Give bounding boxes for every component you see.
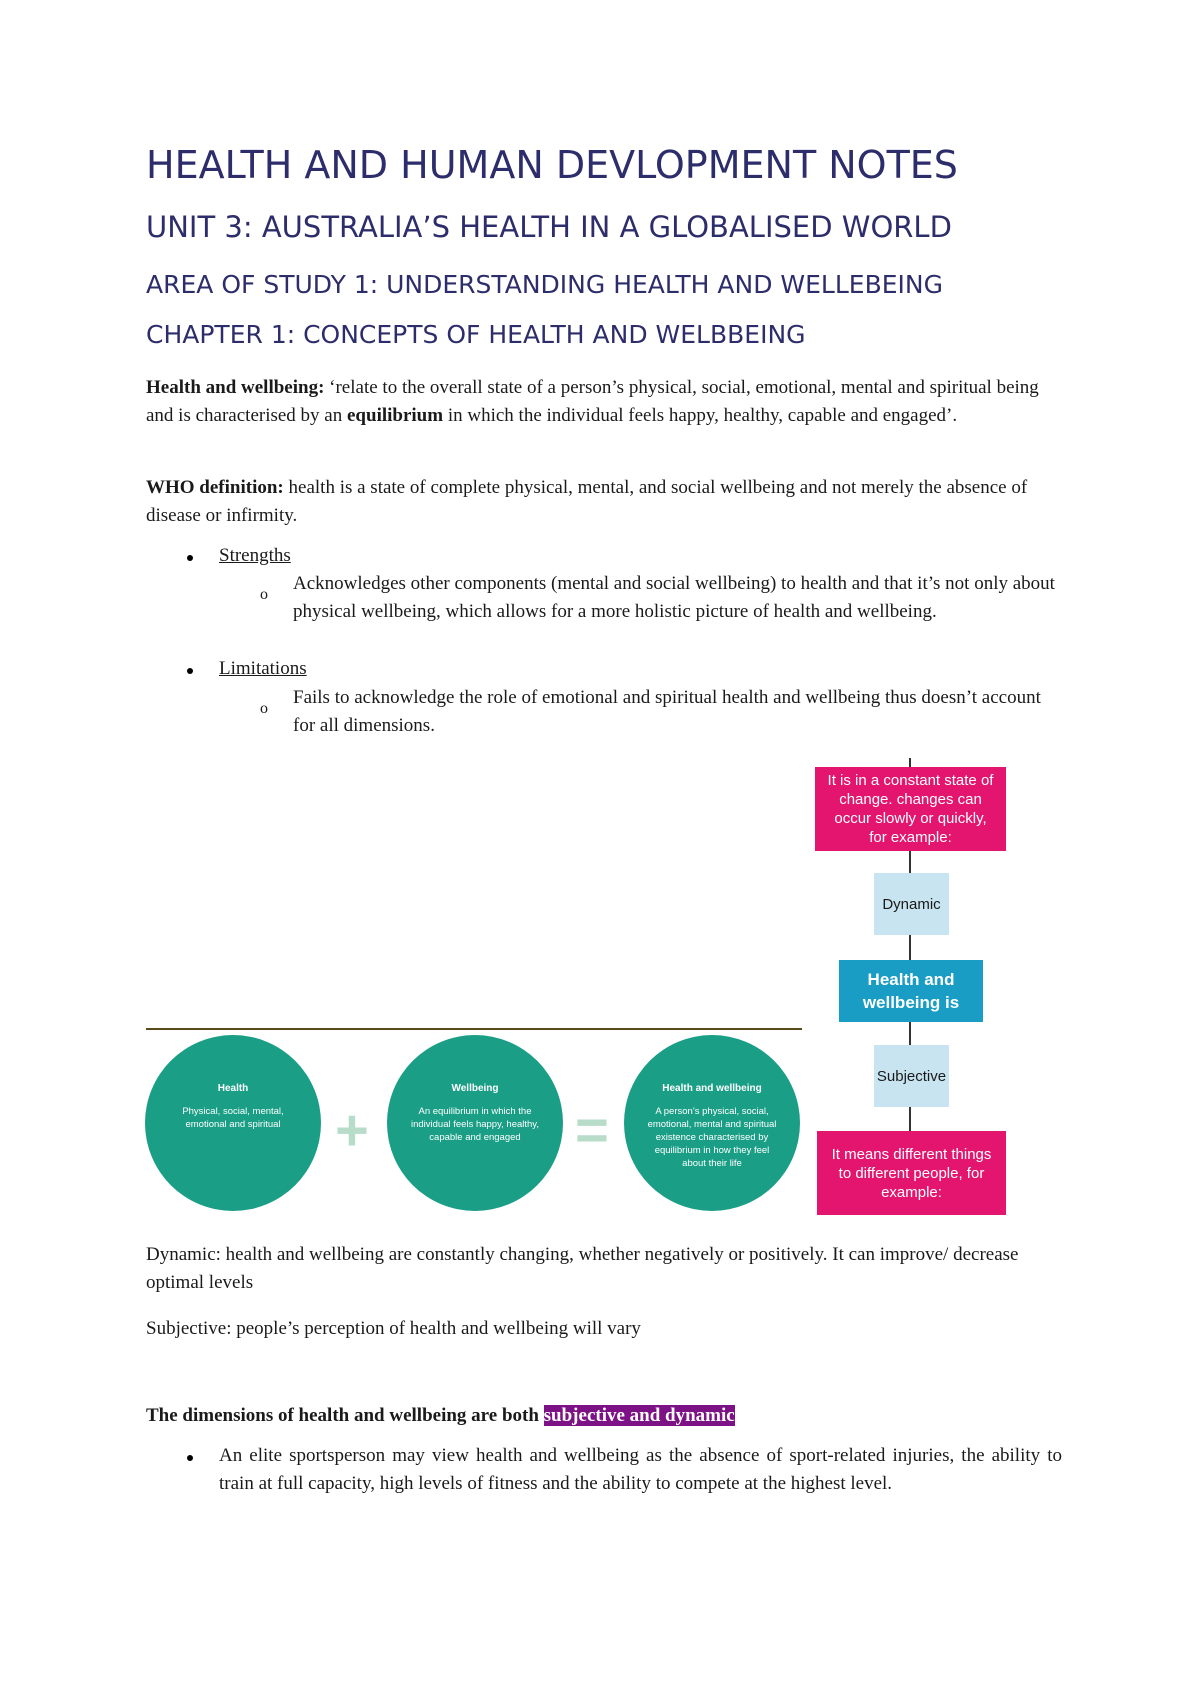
sub-bullet-marker: o [260, 700, 268, 717]
strengths-label: Strengths [219, 545, 291, 566]
subjective-note: Subjective: people’s perception of health and wellbeing will vary [146, 1318, 641, 1339]
who-text: health is a state of complete physical, mental, and social wellbeing and not merely the absence of disease or infirmity. [146, 477, 1028, 526]
definition-bold-word: equilibrium [347, 405, 444, 426]
dimensions-statement [146, 1402, 1060, 1430]
definition-paragraph [146, 374, 1060, 430]
highlighted-phrase: subjective and dynamic [543, 1405, 735, 1426]
subjective-box: Subjective [874, 1045, 949, 1107]
divider-line [146, 1028, 802, 1030]
health-and-wellbeing-circle-description: A person’s physical, social, emotional, mental and spiritual existence characterised by equilibrium in how they feel about their life [647, 1106, 777, 1169]
document-title: HEALTH AND HUMAN DEVLOPMENT NOTES [146, 143, 958, 187]
who-term: WHO definition: [146, 477, 284, 498]
dimensions-text: The dimensions of health and wellbeing are both [146, 1405, 544, 1426]
definition-text-after: in which the individual feels happy, healthy, capable and engaged’. [443, 405, 958, 426]
area-of-study-heading: AREA OF STUDY 1: UNDERSTANDING HEALTH AND WELLEBEING [146, 270, 943, 299]
health-circle-description: Physical, social, mental, emotional and spiritual [182, 1106, 284, 1130]
unit-heading: UNIT 3: AUSTRALIA’S HEALTH IN A GLOBALISED WORLD [146, 210, 952, 244]
health-circle [145, 1035, 321, 1211]
chapter-heading: CHAPTER 1: CONCEPTS OF HEALTH AND WELBBEING [146, 320, 806, 349]
strengths-text: Acknowledges other components (mental and social wellbeing) to health and that it’s not only about physical wellbeing, which allows for a more holistic picture of health and wellbeing. [293, 573, 1055, 622]
limitations-label: Limitations [219, 658, 307, 679]
health-and-wellbeing-circle-title: Health and wellbeing [662, 1083, 762, 1094]
wellbeing-circle [387, 1035, 563, 1211]
wellbeing-circle-description: An equilibrium in which the individual feels happy, healthy, capable and engaged [411, 1106, 539, 1143]
health-circle-title: Health [217, 1083, 249, 1094]
subjective-explanation-box: It means different things to different people, for example: [817, 1131, 1006, 1215]
bullet-dot [187, 555, 193, 561]
dynamic-note: Dynamic: health and wellbeing are constantly changing, whether negatively or positively. It can improve/ decrease optimal levels [146, 1244, 1019, 1293]
definition-text-before: ‘relate to the overall state of a person’s physical, social, emotional, mental and spiritual being and is characterised by an [146, 377, 1039, 426]
bullet-dot [187, 668, 193, 674]
equals-sign: = [575, 1098, 609, 1163]
health-and-wellbeing-circle [624, 1035, 800, 1211]
dynamic-box: Dynamic [874, 873, 949, 935]
bullet-dot [187, 1455, 193, 1461]
plus-sign: + [335, 1098, 369, 1163]
definition-term: Health and wellbeing: [146, 377, 325, 398]
example-bullet-text: An elite sportsperson may view health and wellbeing as the absence of sport-related injuries, the ability to train at full capacity, high levels of fitness and the ability to compete at the highest level. [219, 1445, 1062, 1494]
dynamic-explanation-box: It is in a constant state of change. changes can occur slowly or quickly, for example: [815, 767, 1006, 851]
health-and-wellbeing-is-box: Health and wellbeing is [839, 960, 983, 1022]
who-definition-paragraph [146, 474, 1060, 530]
limitations-text: Fails to acknowledge the role of emotional and spiritual health and wellbeing thus doesn’t account for all dimensions. [293, 687, 1041, 736]
sub-bullet-marker: o [260, 586, 268, 603]
wellbeing-circle-title: Wellbeing [451, 1083, 499, 1094]
